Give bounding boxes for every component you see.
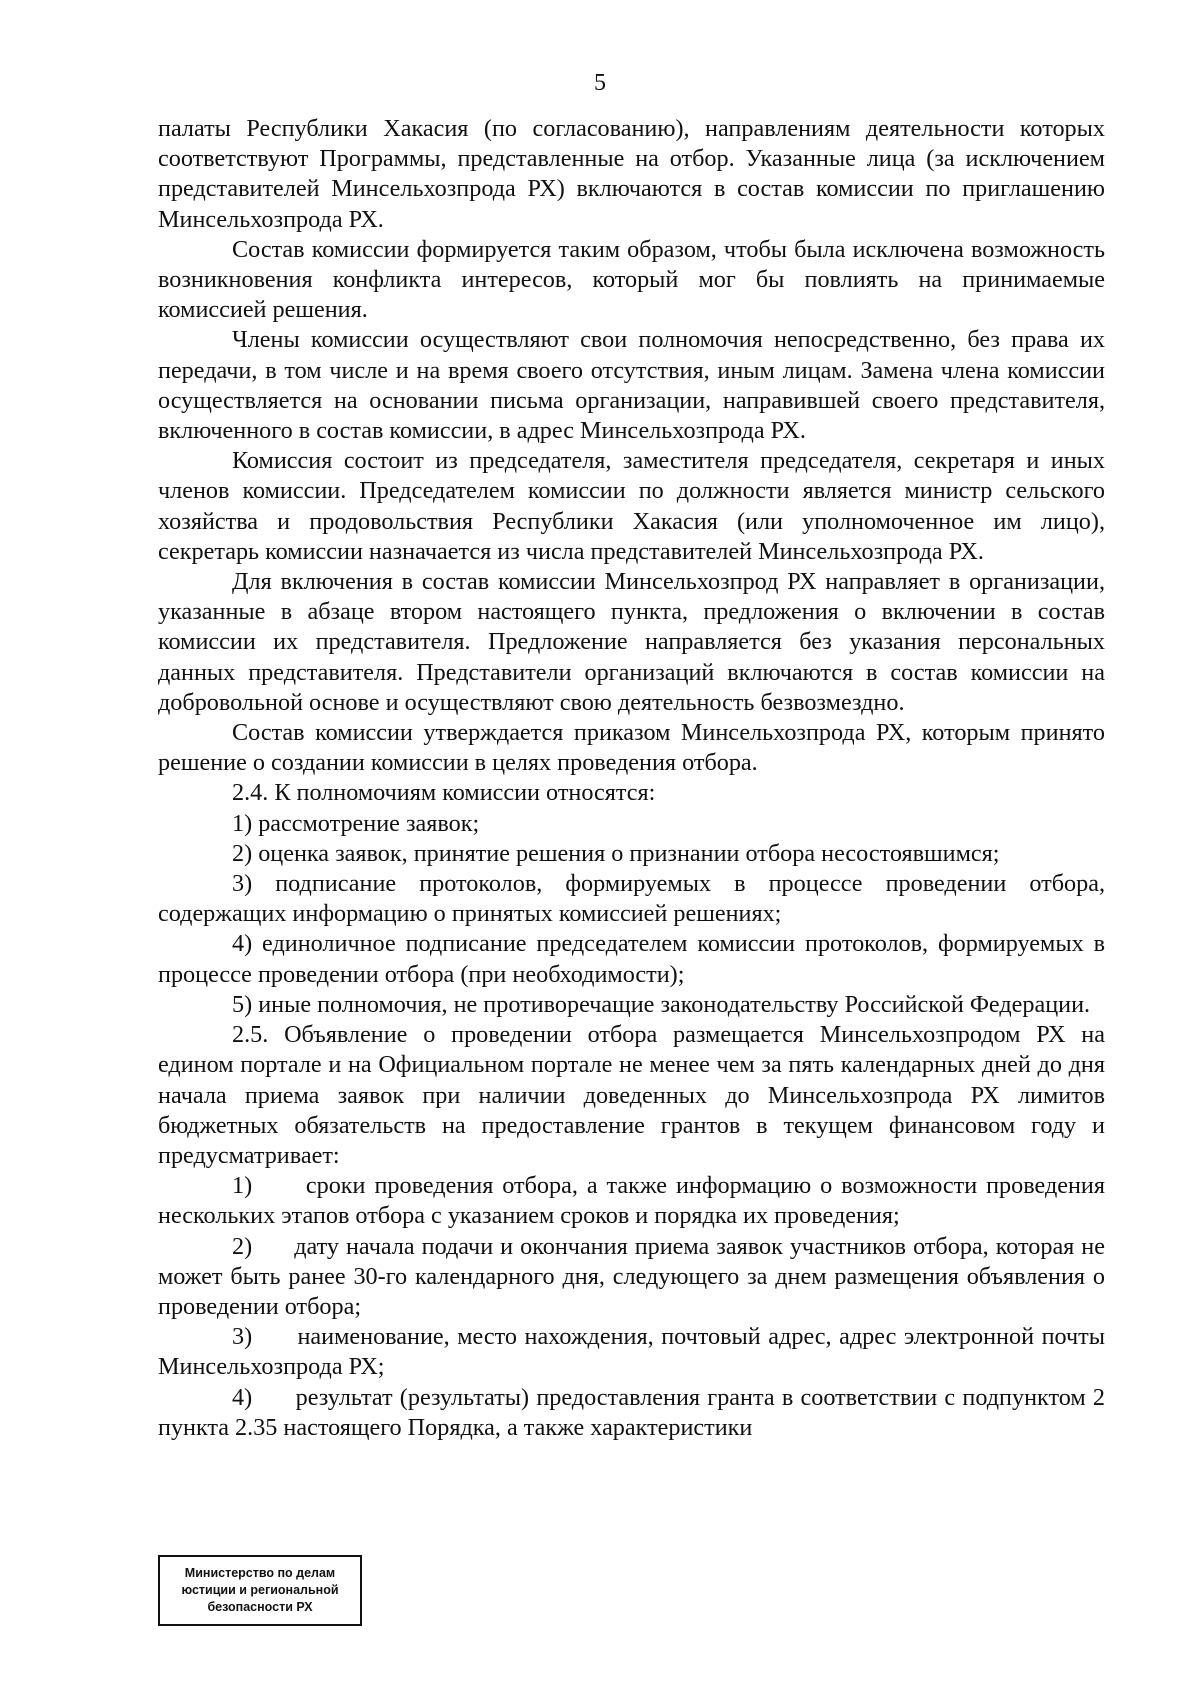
paragraph-section-2-4: 2.4. К полномочиям комиссии относятся: bbox=[232, 779, 656, 807]
paragraph-commission-structure: Комиссия состоит из председателя, заместителя председателя, секретаря и иных членов комиссии. Председателем комиссии по должности является министр сельского хозяйства и продовольствия Республики Хакасия (или уполномоченное им лицо), секретарь комиссии назначается из числа представителей Минсельхозпрода РХ. bbox=[158, 447, 1105, 565]
paragraph-members-powers: Члены комиссии осуществляют свои полномочия непосредственно, без права их передачи, в том числе и на время своего отсутствия, иным лицам. Замена члена комиссии осуществляется на основании письма организации, направившей своего представителя, включенного в состав комиссии, в адрес Минсельхозпрода РХ. bbox=[158, 326, 1105, 445]
document-body bbox=[158, 114, 1105, 1443]
stamp-line: юстиции и региональной bbox=[181, 1583, 339, 1597]
paragraph-commission-composition: Состав комиссии формируется таким образом, чтобы была исключена возможность возникновения конфликта интересов, который мог бы повлиять на принимаемые комиссией решения. bbox=[158, 235, 1105, 324]
paragraph-composition-approval: Состав комиссии утверждается приказом Минсельхозпрода РХ, которым принято решение о создании комиссии в целях проведения отбора. bbox=[158, 719, 1105, 777]
list-item-2-5-1: 1) сроки проведения отбора, а также информацию о возможности проведения нескольких этапов отбора с указанием сроков и порядка их проведения; bbox=[158, 1172, 1105, 1230]
list-item-2-5-2: 2) дату начала подачи и окончания приема заявок участников отбора, которая не может быть ранее 30-го календарного дня, следующего за днем размещения объявления о проведении отбора; bbox=[158, 1232, 1105, 1320]
ministry-stamp bbox=[158, 1555, 362, 1626]
list-item-2-4-1: 1) рассмотрение заявок; bbox=[232, 809, 480, 837]
list-item-2-4-2: 2) оценка заявок, принятие решения о признании отбора несостоявшимся; bbox=[232, 839, 1000, 867]
list-item-2-4-5: 5) иные полномочия, не противоречащие законодательству Российской Федерации. bbox=[232, 990, 1091, 1018]
paragraph-continuation: палаты Республики Хакасия (по согласованию), направлениям деятельности которых соответствуют Программы, представленные на отбор. Указанные лица (за исключением представителей Минсельхозпрода РХ) включаются в состав комиссии по приглашению Минсельхозпрода РХ. bbox=[158, 115, 1105, 233]
stamp-line: Министерство по делам bbox=[184, 1566, 336, 1580]
paragraph-section-2-5: 2.5. Объявление о проведении отбора размещается Минсельхозпродом РХ на едином портале и на Официальном портале не менее чем за пять календарных дней до дня начала приема заявок при наличии доведенных до Минсельхозпрода РХ лимитов бюджетных обязательств на предоставление грантов в текущем финансовом году и предусматривает: bbox=[158, 1021, 1105, 1169]
stamp-line: безопасности РХ bbox=[207, 1600, 313, 1614]
list-item-2-4-4: 4) единоличное подписание председателем комиссии протоколов, формируемых в процессе проведении отбора (при необходимости); bbox=[158, 930, 1105, 988]
list-item-2-4-3: 3) подписание протоколов, формируемых в процессе проведении отбора, содержащих информацию о принятых комиссией решениях; bbox=[158, 870, 1105, 928]
list-item-2-5-3: 3) наименование, место нахождения, почтовый адрес, адрес электронной почты Минсельхозпрода РХ; bbox=[158, 1323, 1105, 1381]
page-number: 5 bbox=[594, 70, 606, 96]
paragraph-inclusion-procedure: Для включения в состав комиссии Минсельхозпрод РХ направляет в организации, указанные в абзаце втором настоящего пункта, предложения о включении в состав комиссии их представителя. Предложение направляется без указания персональных данных представителя. Представители организаций включаются в состав комиссии на добровольной основе и осуществляют свою деятельность безвозмездно. bbox=[158, 568, 1105, 716]
list-item-2-5-4: 4) результат (результаты) предоставления гранта в соответствии с подпунктом 2 пункта 2.35 настоящего Порядка, а также характеристики bbox=[158, 1383, 1105, 1441]
